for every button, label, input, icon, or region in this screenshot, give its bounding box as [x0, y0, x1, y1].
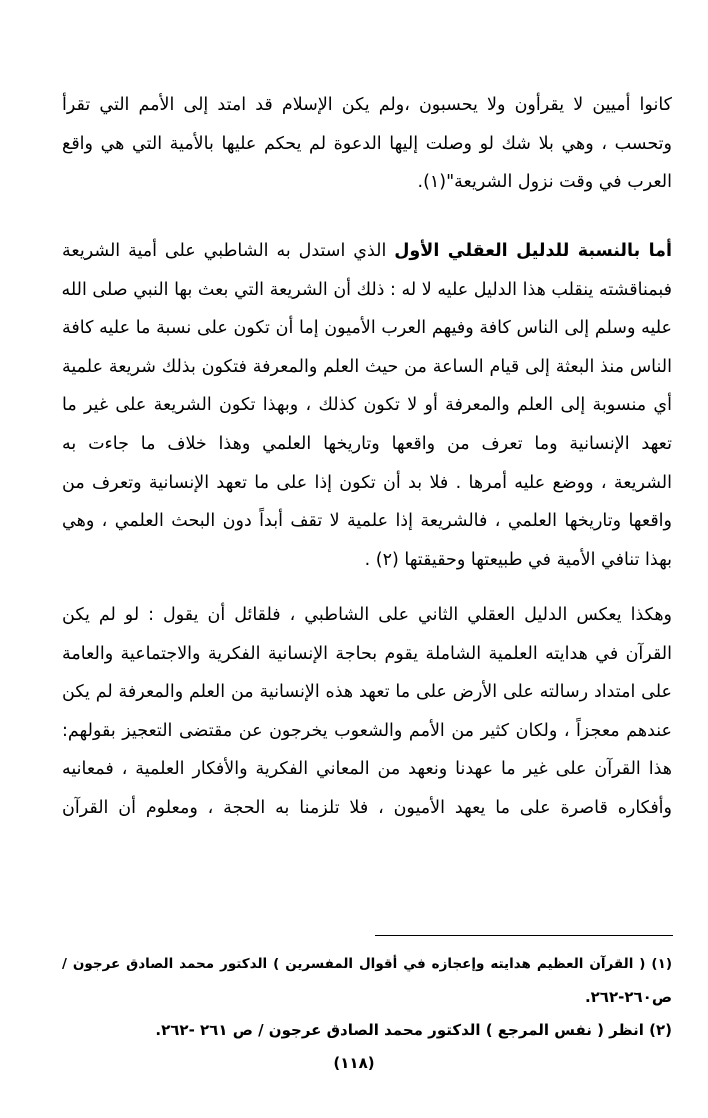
text-line: فبمناقشته ينقلب هذا الدليل عليه لا له : ذلك أن الشريعة التي بعث بها النبي صلى الله — [61, 279, 672, 300]
text-line: هذا القرآن على غير ما عهدنا ونعهد من المعاني الفكرية والأفكار العلمية ، فمعانيه — [62, 759, 672, 780]
text-line: العرب في وقت نزول الشريعة"(١). — [417, 172, 672, 193]
footnote-divider — [375, 935, 673, 936]
footnote-1-cont: ص٢٦٠-٢٦٢. — [584, 988, 672, 1006]
footnote-2: (٢) انظر ( نفس المرجع ) الدكتور محمد الصادق عرجون / ص ٢٦١ -٢٦٢. — [155, 1021, 672, 1039]
paragraph-1 — [62, 86, 672, 202]
paragraph-2 — [62, 232, 672, 579]
text-line: عليه وسلم إلى الناس كافة وفيهم العرب الأميون إما أن تكون على نسبة ما عليه كافة — [62, 318, 672, 339]
paragraph-3 — [62, 596, 672, 828]
footnote-1: (١) ( القرآن العظيم هدايته وإعجازه في أقوال المفسرين ) الدكتور محمد الصادق عرجون / — [62, 956, 672, 972]
text-line-lead — [62, 232, 672, 271]
text-line: على امتداد رسالته على الأرض على ما تعهد هذه الإنسانية من العلم والمعرفة لم يكن — [62, 682, 672, 703]
lead-rest: الذي استدل به الشاطبي على أمية الشريعة — [62, 241, 387, 261]
text-line: وتحسب ، وهي بلا شك لو وصلت إليها الدعوة لم يحكم عليها بالأمية التي هي واقع — [62, 133, 672, 154]
text-line: وهكذا يعكس الدليل العقلي الثاني على الشاطبي ، فلقائل أن يقول : لو لم يكن — [62, 605, 672, 625]
bold-heading: أما بالنسبة للدليل العقلي الأول — [394, 241, 672, 261]
text-line: الشريعة ، ووضع عليه أمرها . فلا بد أن تكون إذا على ما تعهد الإنسانية وتعرف من — [62, 472, 672, 493]
text-line: عندهم معجزاً ، ولكان كثير من الأمم والشعوب يخرجون عن مقتضى التعجيز بقولهم: — [62, 720, 672, 741]
text-line: تعهد الإنسانية وما تعرف من واقعها وتاريخها العلمي وهذا خلاف ما جاءت به — [62, 433, 672, 454]
page-number: (١١٨) — [333, 1054, 375, 1072]
text-line: بهذا تنافي الأمية في طبيعتها وحقيقتها (٢) . — [364, 549, 672, 570]
footnotes — [62, 948, 672, 1047]
text-line: الناس منذ البعثة إلى قيام الساعة من حيث العلم والمعرفة فتكون بذلك شريعة علمية — [62, 356, 672, 377]
text-line: وأفكاره قاصرة على ما يعهد الأميون ، فلا تلزمنا به الحجة ، ومعلوم أن القرآن — [62, 797, 672, 818]
text-line: واقعها وتاريخها العلمي ، فالشريعة إذا علمية لا تقف أبداً دون البحث العلمي ، وهي — [62, 511, 672, 532]
text-line: القرآن في هدايته العلمية الشاملة يقوم بحاجة الإنسانية الفكرية والاجتماعية والعامة — [62, 643, 672, 664]
text-line: كانوا أميين لا يقرأون ولا يحسبون ،ولم يكن الإسلام قد امتد إلى الأمم التي تقرأ — [62, 95, 672, 115]
text-line: أي منسوبة إلى العلم والمعرفة أو لا تكون كذلك ، وبهذا تكون الشريعة على غير ما — [62, 395, 672, 416]
